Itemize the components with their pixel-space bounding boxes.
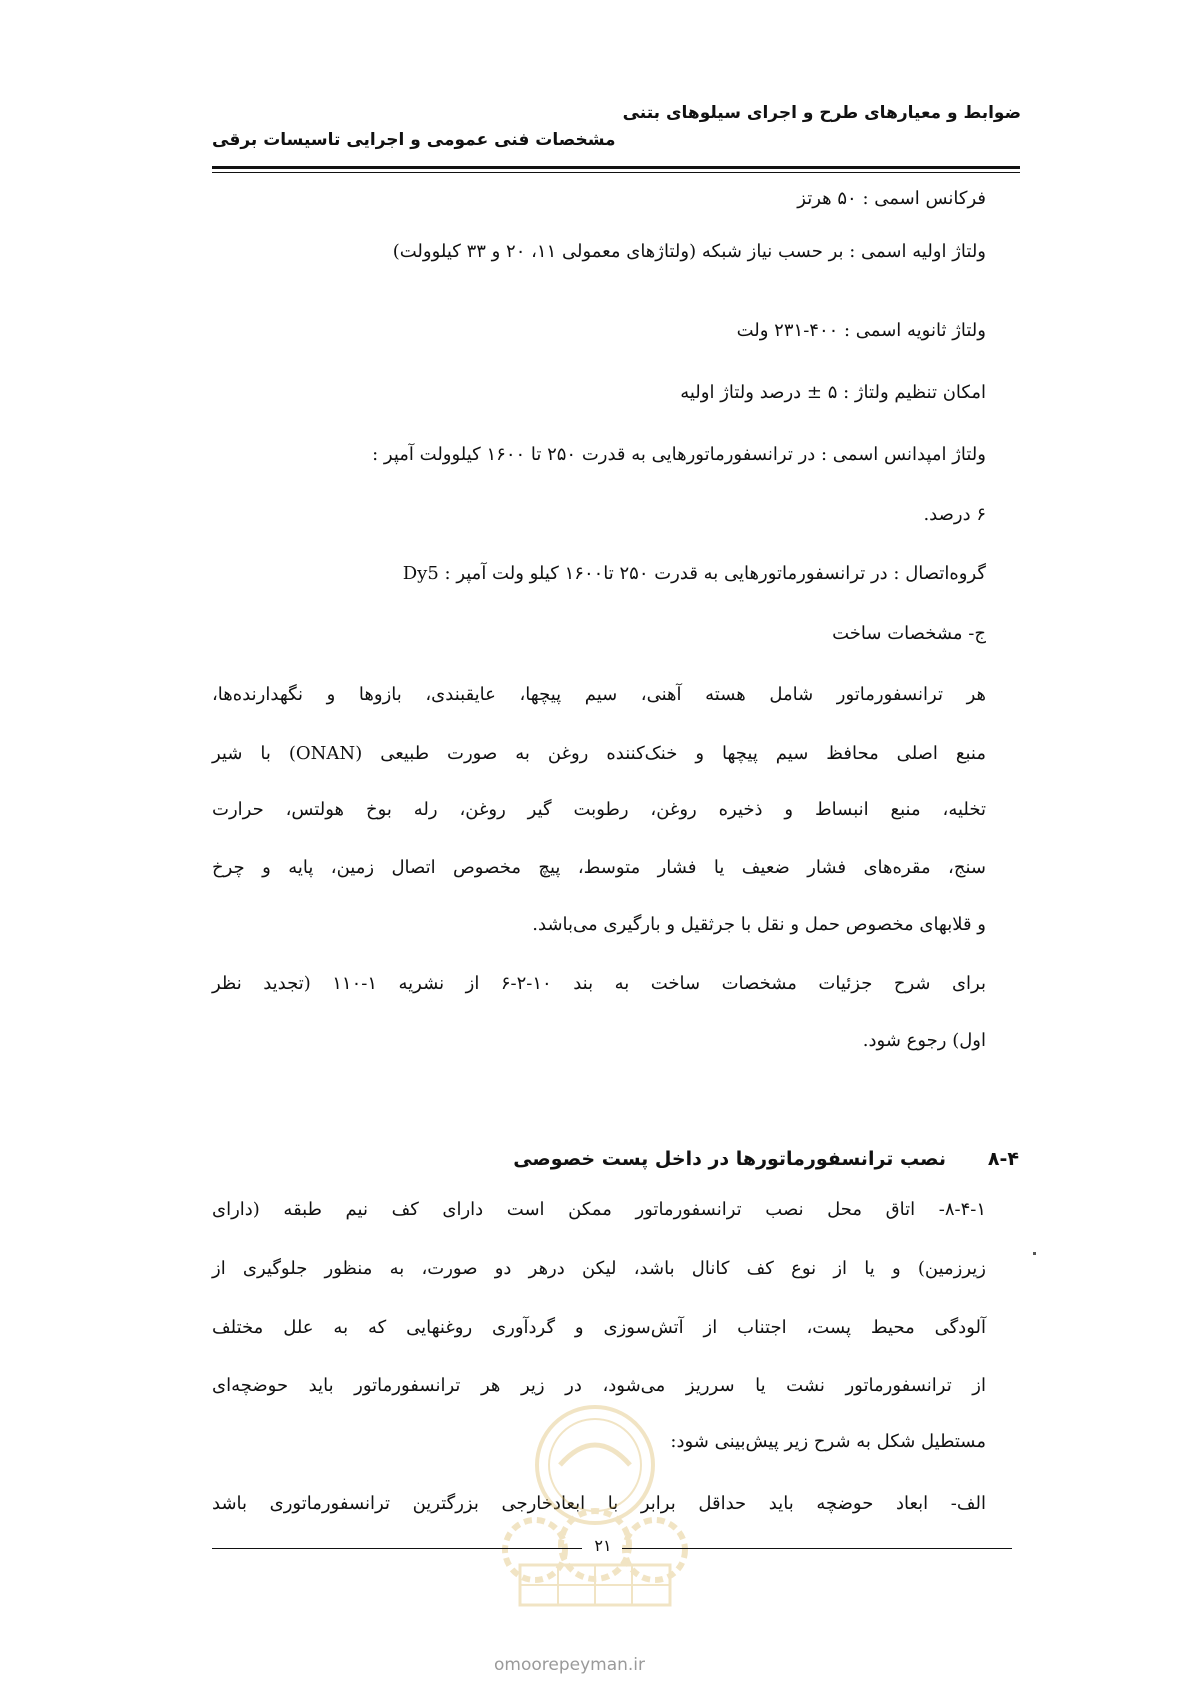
body-line: ولتاژ اولیه اسمی : بر حسب نیاز شبکه (ولتاژهای معمولی ۱۱، ۲۰ و ۳۳ کیلوولت)	[392, 241, 986, 262]
header-rule-thick	[212, 166, 1020, 169]
footer-rule	[622, 1548, 1012, 1549]
body-line: تخلیه، منبع انبساط و ذخیره روغن، رطوبت گیر روغن، رله بوخ هولتس، حرارت	[212, 799, 986, 820]
body-line: ۶ درصد.	[923, 504, 986, 525]
body-line: برای شرح جزئیات مشخصات ساخت به بند ۱۰-۲-۶ از نشریه ۱-۱۱۰ (تجدید نظر	[212, 973, 986, 994]
body-line: گروه‌اتصال : در ترانسفورماتورهایی به قدرت ۲۵۰ تا۱۶۰۰ کیلو ولت آمپر : Dy5	[402, 563, 986, 584]
header-rule-thin	[212, 172, 1020, 173]
body-line: منبع اصلی محافظ سیم پیچها و خنک‌کننده روغن به صورت طبیعی (ONAN) با شیر	[212, 743, 986, 764]
section-line: ۸-۴-۱- اتاق محل نصب ترانسفورماتور ممکن است دارای کف نیم طبقه (دارای	[212, 1199, 986, 1220]
watermark-url: omoorepeyman.ir	[494, 1655, 646, 1675]
section-number: ۸-۴	[987, 1148, 1019, 1170]
body-line: اول) رجوع شود.	[862, 1030, 986, 1051]
body-line: ولتاژ ثانویه اسمی : ۴۰۰-۲۳۱ ولت	[736, 320, 986, 341]
scan-speck	[1033, 1252, 1036, 1255]
body-line: سنج، مقره‌های فشار ضعیف یا فشار متوسط، پیچ مخصوص اتصال زمین، پایه و چرخ	[212, 857, 986, 878]
section-title: نصب ترانسفورماتورها در داخل پست خصوصی	[513, 1148, 946, 1170]
subsection-heading: ج- مشخصات ساخت	[832, 623, 986, 644]
body-line: هر ترانسفورماتور شامل هسته آهنی، سیم پیچها، عایقبندی، بازوها و نگهدارنده‌ها،	[212, 684, 986, 705]
section-line: زیرزمین) و یا از نوع کف کانال باشد، لیکن درهر دو صورت، به منظور جلوگیری از	[212, 1258, 986, 1279]
page-number: ۲۱	[594, 1536, 612, 1555]
header-book-title: ضوابط و معیارهای طرح و اجرای سیلوهای بتنی	[622, 103, 1021, 123]
body-line: امکان تنظیم ولتاژ : ۵ ± درصد ولتاژ اولیه	[680, 382, 986, 403]
section-line: الف- ابعاد حوضچه باید حداقل برابر با ابعادخارجی بزرگترین ترانسفورماتوری باشد	[212, 1493, 986, 1514]
watermark-seal-icon	[480, 1395, 710, 1610]
body-line: فرکانس اسمی : ۵۰ هرتز	[797, 188, 986, 209]
header-chapter-title: مشخصات فنی عمومی و اجرایی تاسیسات برقی	[212, 130, 616, 150]
body-line: و قلابهای مخصوص حمل و نقل با جرثقیل و بارگیری می‌باشد.	[532, 914, 986, 935]
section-line: از ترانسفورماتور نشت یا سرریز می‌شود، در زیر هر ترانسفورماتور باید حوضچه‌ای	[212, 1375, 986, 1396]
body-line: ولتاژ امپدانس اسمی : در ترانسفورماتورهایی به قدرت ۲۵۰ تا ۱۶۰۰ کیلوولت آمپر :	[372, 444, 986, 465]
section-line: آلودگی محیط پست، اجتناب از آتش‌سوزی و گردآوری روغنهایی که به علل مختلف	[212, 1317, 986, 1338]
footer-rule	[212, 1548, 582, 1549]
section-line: مستطیل شکل به شرح زیر پیش‌بینی شود:	[670, 1431, 986, 1452]
